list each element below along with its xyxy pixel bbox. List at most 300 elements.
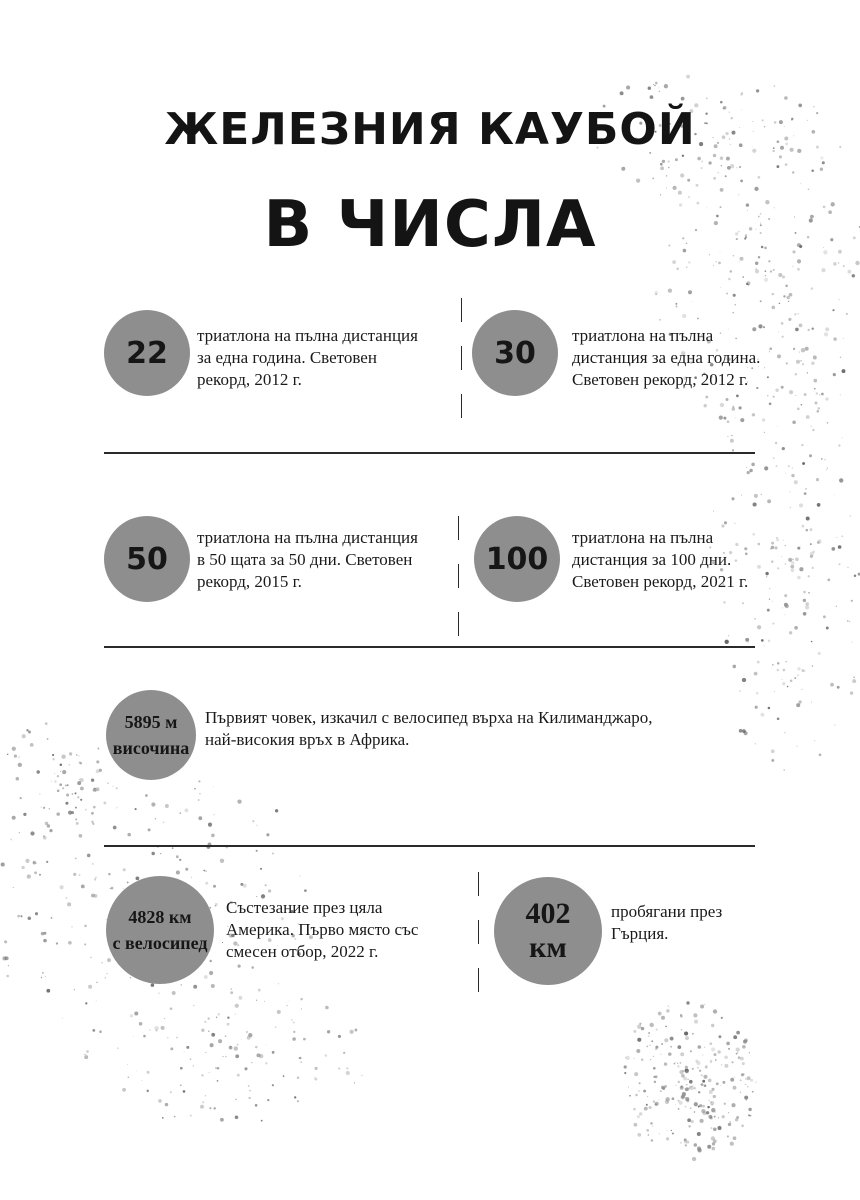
splatter-dot <box>185 868 188 871</box>
splatter-dot <box>46 861 48 863</box>
splatter-dot <box>346 1067 349 1070</box>
splatter-dot <box>258 989 261 992</box>
splatter-dot <box>747 642 748 643</box>
splatter-dot <box>235 1099 236 1100</box>
splatter-dot <box>79 779 80 780</box>
splatter-dot <box>235 1116 239 1120</box>
splatter-dot <box>299 875 300 876</box>
splatter-dot <box>820 168 823 171</box>
splatter-dot <box>702 1111 706 1115</box>
splatter-dot <box>832 309 834 311</box>
splatter-dot <box>19 832 20 833</box>
splatter-dot <box>771 749 775 753</box>
splatter-dot <box>677 1065 679 1067</box>
splatter-dot <box>724 521 727 524</box>
splatter-dot <box>21 866 24 869</box>
splatter-dot <box>65 802 68 805</box>
splatter-dot <box>167 1037 168 1038</box>
splatter-dot <box>752 533 755 536</box>
splatter-dot <box>779 155 782 158</box>
splatter-dot <box>742 276 744 278</box>
splatter-dot <box>768 707 771 710</box>
section-divider <box>104 845 755 847</box>
splatter-dot <box>43 932 46 935</box>
splatter-dot <box>251 966 254 969</box>
splatter-dot <box>817 407 820 410</box>
stat-number: 30 <box>494 335 536 371</box>
splatter-dot <box>689 1080 693 1084</box>
splatter-dot <box>747 471 750 474</box>
splatter-dot <box>811 702 812 703</box>
splatter-dot <box>676 306 678 308</box>
splatter-dot <box>709 161 712 164</box>
splatter-dot <box>685 1066 688 1069</box>
splatter-dot <box>146 1090 148 1092</box>
splatter-dot <box>757 625 761 629</box>
splatter-dot <box>808 575 810 577</box>
splatter-dot <box>650 1059 651 1060</box>
splatter-dot <box>255 1046 257 1048</box>
splatter-dot <box>57 775 59 777</box>
splatter-dot <box>787 686 789 688</box>
splatter-dot <box>769 351 770 352</box>
splatter-dot <box>809 454 812 457</box>
splatter-dot <box>7 754 8 755</box>
splatter-dot <box>78 755 79 756</box>
splatter-dot <box>740 93 743 96</box>
splatter-dot <box>720 101 723 104</box>
splatter-dot <box>61 755 65 759</box>
stat-description: триатлона на пълна дистанция за една година. Световен рекорд, 2012 г. <box>572 326 761 389</box>
splatter-dot <box>734 523 735 524</box>
splatter-dot <box>59 783 62 786</box>
splatter-dot <box>680 1062 682 1064</box>
splatter-dot <box>792 265 794 267</box>
splatter-dot <box>728 1123 731 1126</box>
splatter-dot <box>265 884 267 886</box>
splatter-dot <box>670 1046 672 1048</box>
stat-description: пробягани през Гърция. <box>611 902 723 943</box>
splatter-dot <box>349 1030 353 1034</box>
splatter-dot <box>200 1105 204 1109</box>
splatter-dot <box>653 1067 656 1070</box>
splatter-dot <box>202 1101 204 1103</box>
splatter-dot <box>289 1000 290 1001</box>
splatter-dot <box>740 1057 744 1061</box>
splatter-dot <box>708 1079 712 1083</box>
splatter-dot <box>764 432 765 433</box>
splatter-dot <box>227 1017 229 1019</box>
splatter-dot <box>47 824 50 827</box>
splatter-dot <box>39 793 40 794</box>
splatter-dot <box>693 1087 695 1089</box>
splatter-dot <box>248 1033 252 1037</box>
splatter-dot <box>685 1036 689 1040</box>
splatter-dot <box>146 1071 149 1074</box>
splatter-dot <box>75 857 77 859</box>
splatter-dot <box>658 1099 659 1100</box>
splatter-dot <box>710 1101 714 1105</box>
splatter-dot <box>773 269 775 271</box>
splatter-dot <box>94 878 96 880</box>
splatter-dot <box>711 1024 714 1027</box>
splatter-dot <box>805 602 809 606</box>
splatter-dot <box>725 175 727 177</box>
stat-unit: височина <box>112 738 190 758</box>
splatter-dot <box>255 1104 258 1107</box>
splatter-dot <box>814 740 815 741</box>
splatter-dot <box>736 1116 739 1119</box>
splatter-dot <box>180 984 182 986</box>
splatter-dot <box>793 348 795 350</box>
splatter-dot <box>277 1012 279 1014</box>
splatter-dot <box>705 1066 708 1069</box>
splatter-dot <box>764 466 768 470</box>
splatter-dot <box>665 1026 667 1028</box>
splatter-dot <box>668 1052 672 1056</box>
splatter-dot <box>850 691 853 694</box>
splatter-dot <box>139 1022 143 1026</box>
splatter-dot <box>813 356 817 360</box>
splatter-dot <box>797 547 800 550</box>
splatter-dot <box>637 1115 640 1118</box>
splatter-dot <box>278 983 279 984</box>
splatter-dot <box>36 862 38 864</box>
splatter-dot <box>186 1046 189 1049</box>
splatter-dot <box>713 1053 716 1056</box>
splatter-dot <box>742 729 746 733</box>
splatter-dot <box>703 1075 707 1079</box>
splatter-dot <box>220 859 224 863</box>
splatter-dot <box>80 778 84 782</box>
splatter-dot <box>151 983 155 987</box>
splatter-dot <box>687 1079 688 1080</box>
splatter-dot <box>158 1099 162 1103</box>
splatter-dot <box>225 1035 227 1037</box>
splatter-dot <box>338 1068 340 1070</box>
splatter-dot <box>692 1068 694 1070</box>
splatter-dot <box>91 894 95 898</box>
splatter-dot <box>842 369 846 373</box>
splatter-dot <box>77 796 79 798</box>
splatter-dot <box>193 1065 194 1066</box>
splatter-dot <box>720 403 724 407</box>
splatter-dot <box>17 915 20 918</box>
splatter-dot <box>769 588 770 589</box>
splatter-dot <box>740 418 744 422</box>
splatter-dot <box>16 777 20 781</box>
splatter-dot <box>660 1090 662 1092</box>
splatter-dot <box>843 265 845 267</box>
splatter-dot <box>92 863 93 864</box>
splatter-dot <box>692 1033 694 1035</box>
splatter-dot <box>778 332 779 333</box>
splatter-dot <box>847 620 849 622</box>
splatter-dot <box>805 347 809 351</box>
splatter-dot <box>621 167 625 171</box>
splatter-dot <box>781 556 782 557</box>
column-divider-dash <box>478 968 479 992</box>
splatter-dot <box>812 567 814 569</box>
splatter-dot <box>733 294 736 297</box>
splatter-dot <box>291 1019 293 1021</box>
splatter-dot <box>843 338 844 339</box>
splatter-dot <box>79 834 83 838</box>
splatter-dot <box>210 1043 214 1047</box>
splatter-dot <box>204 975 208 979</box>
splatter-dot <box>56 812 60 816</box>
splatter-dot <box>773 396 775 398</box>
splatter-dot <box>130 977 132 979</box>
splatter-dot <box>785 545 786 546</box>
splatter-dot <box>667 1005 668 1006</box>
splatter-dot <box>728 1048 730 1050</box>
splatter-dot <box>639 1112 642 1115</box>
splatter-dot <box>811 362 814 365</box>
splatter-dot <box>806 529 809 532</box>
splatter-dot <box>812 328 814 330</box>
splatter-dot <box>25 859 29 863</box>
splatter-dot <box>661 1043 663 1045</box>
splatter-dot <box>839 299 841 301</box>
splatter-dot <box>343 1052 345 1054</box>
splatter-dot <box>784 732 785 733</box>
splatter-dot <box>825 327 829 331</box>
splatter-dot <box>21 915 23 917</box>
splatter-dot <box>145 794 148 797</box>
splatter-dot <box>779 303 780 304</box>
splatter-dot <box>847 566 849 568</box>
splatter-dot <box>201 1029 204 1032</box>
splatter-dot <box>700 1004 704 1008</box>
column-divider-dash <box>461 394 462 418</box>
splatter-dot <box>680 1015 683 1018</box>
splatter-dot <box>661 1016 665 1020</box>
splatter-dot <box>19 757 20 758</box>
splatter-dot <box>209 1072 210 1073</box>
splatter-dot <box>796 703 800 707</box>
splatter-dot <box>788 318 791 321</box>
splatter-dot <box>69 764 70 765</box>
splatter-dot <box>656 1029 658 1031</box>
splatter-dot <box>638 1090 641 1093</box>
column-divider-dash <box>461 298 462 322</box>
splatter-dot <box>85 1002 87 1004</box>
splatter-dot <box>792 468 793 469</box>
splatter-dot <box>847 270 851 274</box>
splatter-dot <box>43 807 45 809</box>
splatter-dot <box>652 1126 653 1127</box>
splatter-dot <box>712 1142 715 1145</box>
splatter-dot <box>750 1079 753 1082</box>
splatter-dot <box>624 1072 626 1074</box>
stat-number: 22 <box>126 335 168 371</box>
splatter-dot <box>57 790 60 793</box>
splatter-dot <box>241 1040 242 1041</box>
splatter-dot <box>101 962 102 963</box>
splatter-dot <box>709 1042 712 1045</box>
splatter-dot <box>626 85 630 89</box>
splatter-dot <box>710 1117 713 1120</box>
stat-number: 50 <box>126 541 168 577</box>
splatter-dot <box>826 627 829 630</box>
splatter-dot <box>751 463 755 467</box>
splatter-dot <box>67 784 69 786</box>
splatter-dot <box>651 1139 653 1141</box>
splatter-dot <box>838 262 839 263</box>
splatter-dot <box>213 885 216 888</box>
splatter-dot <box>128 1076 130 1078</box>
splatter-dot <box>796 360 800 364</box>
splatter-dot <box>75 818 77 820</box>
splatter-dot <box>675 1062 676 1063</box>
splatter-dot <box>108 873 111 876</box>
splatter-dot <box>753 502 757 506</box>
splatter-dot <box>808 592 810 594</box>
splatter-dot <box>243 884 247 888</box>
splatter-dot <box>215 905 217 907</box>
splatter-dot <box>315 1067 318 1070</box>
splatter-dot <box>30 743 34 747</box>
splatter-dot <box>799 324 803 328</box>
splatter-dot <box>624 1065 627 1068</box>
splatter-dot <box>748 1108 751 1111</box>
splatter-dot <box>767 609 770 612</box>
splatter-dot <box>719 415 723 419</box>
splatter-dot <box>745 1078 747 1080</box>
splatter-dot <box>668 167 670 169</box>
splatter-dot <box>180 1067 183 1070</box>
splatter-dot <box>806 415 810 419</box>
splatter-dot <box>205 1095 206 1096</box>
splatter-dot <box>756 692 758 694</box>
splatter-dot <box>810 543 812 545</box>
splatter-dot <box>805 605 809 609</box>
splatter-dot <box>699 1070 701 1072</box>
splatter-dot <box>749 1052 750 1053</box>
splatter-dot <box>664 1062 667 1065</box>
splatter-dot <box>641 1027 644 1030</box>
splatter-dot <box>802 462 805 465</box>
splatter-dot <box>764 646 765 647</box>
splatter-dot <box>73 873 76 876</box>
splatter-dot <box>148 828 151 831</box>
splatter-dot <box>85 809 87 811</box>
splatter-dot <box>301 1008 302 1009</box>
splatter-dot <box>230 988 232 990</box>
splatter-dot <box>256 850 258 852</box>
splatter-dot <box>772 601 773 602</box>
splatter-dot <box>249 1090 251 1092</box>
splatter-dot <box>708 1100 710 1102</box>
splatter-dot <box>781 386 784 389</box>
splatter-dot <box>838 545 842 549</box>
splatter-dot <box>823 615 826 618</box>
splatter-dot <box>800 183 801 184</box>
splatter-dot <box>731 435 733 437</box>
splatter-dot <box>735 417 736 418</box>
splatter-dot <box>777 354 781 358</box>
splatter-dot <box>785 473 786 474</box>
splatter-dot <box>664 84 668 88</box>
splatter-dot <box>667 1130 668 1131</box>
splatter-dot <box>693 1085 694 1086</box>
splatter-dot <box>778 273 782 277</box>
splatter-dot <box>362 1075 363 1076</box>
splatter-dot <box>203 870 205 872</box>
splatter-dot <box>293 1031 295 1033</box>
splatter-dot <box>268 889 271 892</box>
splatter-dot <box>752 413 755 416</box>
splatter-dot <box>696 184 699 187</box>
splatter-dot <box>35 912 38 915</box>
splatter-dot <box>172 847 174 849</box>
splatter-dot <box>99 1030 102 1033</box>
splatter-dot <box>852 274 855 277</box>
splatter-dot <box>686 75 690 79</box>
splatter-dot <box>761 494 762 495</box>
splatter-dot <box>84 925 87 928</box>
splatter-dot <box>733 1136 737 1140</box>
splatter-dot <box>14 755 17 758</box>
splatter-dot <box>775 388 778 391</box>
splatter-dot <box>720 1085 721 1086</box>
splatter-dot <box>655 1102 659 1106</box>
splatter-dot <box>96 1000 97 1001</box>
splatter-dot <box>821 268 825 272</box>
splatter-dot <box>666 175 667 176</box>
splatter-dot <box>761 639 764 642</box>
splatter-dot <box>172 991 176 995</box>
splatter-dot <box>641 1058 644 1061</box>
splatter-dot <box>717 172 719 174</box>
splatter-dot <box>244 1067 247 1070</box>
splatter-dot <box>690 1107 692 1109</box>
splatter-dot <box>730 439 734 443</box>
splatter-dot <box>234 1046 238 1050</box>
splatter-dot <box>116 787 118 789</box>
splatter-dot <box>47 738 49 740</box>
splatter-dot <box>658 87 659 88</box>
splatter-dot <box>303 1038 306 1041</box>
splatter-dot <box>744 1096 748 1100</box>
stat-circle-22 <box>104 310 190 396</box>
splatter-dot <box>851 600 853 602</box>
splatter-dot <box>106 973 107 974</box>
splatter-dot <box>65 897 67 899</box>
splatter-dot <box>213 814 214 815</box>
splatter-dot <box>690 1050 692 1052</box>
splatter-dot <box>648 1134 650 1136</box>
splatter-dot <box>110 888 111 889</box>
splatter-dot <box>27 874 31 878</box>
splatter-dot <box>42 972 43 973</box>
splatter-dot <box>853 677 855 679</box>
splatter-dot <box>813 379 817 383</box>
splatter-dot <box>659 90 661 92</box>
splatter-dot <box>734 304 736 306</box>
splatter-dot <box>682 314 686 318</box>
splatter-dot <box>674 1063 676 1065</box>
splatter-dot <box>704 1004 705 1005</box>
splatter-dot <box>727 436 728 437</box>
splatter-dot <box>629 1095 631 1097</box>
splatter-dot <box>213 786 214 787</box>
splatter-dot <box>800 545 801 546</box>
splatter-dot <box>711 1047 715 1051</box>
splatter-dot <box>800 360 801 361</box>
splatter-dot <box>702 1105 705 1108</box>
